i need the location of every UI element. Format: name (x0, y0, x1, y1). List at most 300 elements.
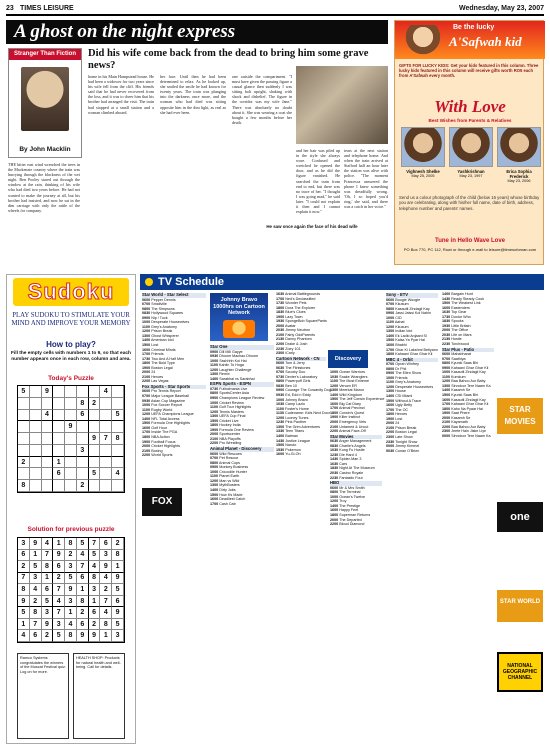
sudoku-cell: 7 (18, 573, 30, 585)
kid-card (497, 127, 541, 185)
program-title: Football Focus (151, 439, 176, 444)
program-title: Grey's Anatomy (395, 380, 421, 385)
ad-subtitle: Best Wishes from Parents & Relatives (428, 118, 512, 123)
program-title: Crocodile Hunter (219, 469, 247, 474)
schedule-time: 1900 (142, 439, 151, 444)
schedule-time: 1200 (386, 384, 395, 389)
schedule-time: 1400 (330, 392, 339, 397)
schedule-time: 1300 (210, 483, 219, 488)
schedule-time: 0800 (330, 490, 339, 495)
issue-date: Wednesday, May 23, 2007 (459, 5, 544, 12)
solution-grid (17, 537, 125, 643)
program-title: Pet Rescue (219, 456, 239, 461)
program-title: Venom ER (339, 383, 357, 388)
tv-column-6 (442, 292, 494, 744)
sudoku-cell (65, 433, 77, 445)
sudoku-cell (89, 410, 101, 422)
schedule-time: 1600 (442, 397, 451, 402)
program-title: Pro Tennis Report (151, 389, 181, 394)
schedule-time: 2200 (210, 441, 219, 446)
sudoku-cell: 9 (77, 630, 89, 642)
sudoku-cell (53, 445, 65, 457)
schedule-time: 1400 (142, 416, 151, 421)
kid-date: May 23, 2006 (507, 179, 531, 183)
sudoku-cell: 8 (42, 561, 54, 573)
schedule-time: 2000 (442, 328, 451, 333)
ad-address: PO Box 770, PC 112, Ruwi or through e-mail to leisure@timesofoman.com (403, 247, 537, 252)
program-title: The Most Extreme (338, 379, 370, 384)
program-title: NBA Action (151, 434, 170, 439)
sudoku-logo: Sudoku (13, 278, 129, 306)
program-title: Baa Bahoo Aur Baby (451, 379, 486, 384)
sudoku-cell: 1 (65, 607, 77, 619)
program-title: Danny Phantom (285, 337, 312, 342)
sudoku-cell: 8 (30, 607, 42, 619)
column-label: Stranger Than Fiction (9, 49, 81, 60)
program-title: Kahaani Ghar Ghar Kii (395, 352, 433, 357)
program-title: Golf Hour (151, 425, 168, 430)
sudoku-sponsor-ad: Ramco Systems congratulates the winners of the Muscat Festival quiz. Log on for more. (17, 653, 69, 739)
sudoku-cell (42, 468, 54, 480)
schedule-time: 1230 (276, 420, 285, 425)
sudoku-cell (112, 480, 124, 492)
section-title: TIMES LEISURE (20, 5, 74, 12)
kid-photo (449, 127, 493, 167)
program-title: The Grim Adventures (285, 424, 321, 429)
program-title: Inside The PGA (151, 430, 178, 435)
program-title: Ed, Edd n Eddy (285, 393, 311, 398)
sudoku-cell: 3 (65, 561, 77, 573)
program-title: Cash Cab (219, 501, 236, 506)
columnist-photo (21, 67, 69, 131)
program-title: Casino Royale (339, 471, 364, 476)
program-title: Boston Legal (395, 430, 417, 435)
program-title: Meerkat Manor (339, 388, 365, 393)
schedule-time: 1200 (442, 379, 451, 384)
program-title: Kasautii Zindagii Kay (395, 306, 430, 311)
schedule-time: 1230 (330, 452, 339, 457)
sudoku-cell: 9 (65, 421, 77, 433)
schedule-time: 2100 (142, 374, 151, 379)
schedule-time: 1100 (386, 380, 394, 385)
program-title: SpongeBob SquarePants (285, 319, 327, 324)
schedule-time: 0600 (276, 361, 285, 366)
tv-column-1 (142, 292, 206, 744)
schedule-time: 1600 (276, 452, 285, 457)
sudoku-cell (77, 457, 89, 469)
program-title: Saathiya (451, 356, 466, 361)
schedule-time: 2200 (442, 424, 451, 429)
kid-photo (401, 127, 445, 167)
sudoku-cell (89, 421, 101, 433)
program-title: The Jeff Corwin Experience (339, 397, 385, 402)
program-title: Dhoom Machao Dhoom (219, 354, 259, 359)
program-title: Powerpuff Girls (285, 379, 311, 384)
schedule-time: 0730 (276, 374, 285, 379)
program-title: Drake & Josh (285, 342, 308, 347)
schedule-time: 1400 (276, 433, 285, 438)
program-title: House (395, 389, 406, 394)
program-title: Kung Fu Hustle (339, 448, 365, 453)
program-title: Ssshhhh Koi Hai (219, 358, 247, 363)
schedule-time: 1630 (276, 292, 285, 296)
program-title: MythBusters (219, 483, 240, 488)
kid-name: Erica Sophia Frederick (506, 169, 532, 179)
sudoku-cell: 5 (18, 386, 30, 398)
program-title: Blue's Clues (285, 310, 306, 315)
schedule-time: 1100 (276, 406, 284, 411)
sudoku-cell: 5 (112, 619, 124, 631)
schedule-time: 1900 (142, 365, 151, 370)
program-title: Lazy Town (285, 314, 303, 319)
program-title: Naruto (285, 443, 297, 448)
sudoku-cell (18, 410, 30, 422)
program-title: Prison Break (151, 329, 173, 334)
schedule-time: 1100 (210, 363, 218, 368)
schedule-time: 1430 (330, 457, 339, 462)
schedule-time: 2000 (276, 323, 285, 328)
schedule-time: 2300 (386, 434, 395, 439)
sudoku-cell (30, 480, 42, 492)
program-title: Boxing (151, 448, 163, 453)
program-title: Pepper Dennis (151, 297, 176, 302)
schedule-time: 2130 (442, 337, 451, 342)
program-title: Corwin's Quest (339, 410, 365, 415)
sudoku-cell: 9 (112, 607, 124, 619)
article-column-2: home in his Main Hampstead house. He had been a widower for two years since his wife fell from the cliff. His friends said that he had never recovered from the loss, and it was to cheer him that his brother had arranged the visit. The train had stopped at a small station and a woman climbed aboard. (88, 74, 154, 115)
sudoku-cell: 4 (100, 607, 112, 619)
program-title: Monkey Business (219, 465, 249, 470)
sudoku-cell: 4 (65, 619, 77, 631)
sudoku-cell (89, 457, 101, 469)
program-title: Kahaani Ghar Ghar Kii (451, 402, 489, 407)
schedule-time: 1800 (442, 406, 451, 411)
schedule-time: 2100 (386, 425, 395, 430)
sudoku-cell: 9 (42, 619, 54, 631)
ad-tune-in: Tune in Hello Wave Love (434, 238, 505, 244)
schedule-time: 0900 (210, 349, 219, 354)
schedule-time: 1500 (210, 418, 219, 423)
program-title: Mr & Mrs Smith (339, 485, 365, 490)
program-title: Bargain Hunt (451, 292, 473, 296)
schedule-time: 1830 (330, 466, 339, 471)
tv-schedule-title: TV Schedule (158, 276, 225, 288)
schedule-time: 1000 (386, 315, 395, 320)
program-title: The Weakest Link (451, 301, 481, 306)
schedule-time: 1030 (330, 448, 339, 453)
sudoku-cell: 8 (100, 619, 112, 631)
schedule-time: 1300 (210, 414, 219, 419)
program-title: Friends (151, 352, 164, 357)
promo-title: Johnny Bravo (220, 297, 258, 303)
sudoku-cell (42, 421, 54, 433)
sudoku-cell: 4 (42, 410, 54, 422)
schedule-time: 1400 (142, 338, 151, 343)
program-title: Ghar Ki Lakshmi Betiyann (395, 347, 438, 352)
schedule-time: 1930 (442, 323, 451, 328)
program-title: Zoey 101 (285, 346, 301, 351)
schedule-time: 1300 (386, 389, 395, 394)
schedule-time: 1500 (210, 492, 219, 497)
program-title: The Bold Type (151, 361, 175, 366)
channel-heading: Star One (210, 345, 274, 350)
sudoku-cell: 2 (30, 596, 42, 608)
schedule-time: 1700 (386, 347, 395, 352)
sudoku-cell (30, 386, 42, 398)
article-deck: Did his wife come back from the dead to bring him some grave news? (88, 48, 369, 71)
channel-heading: Fox Sports - Star Sports (142, 385, 206, 390)
schedule-time: 0600 (142, 297, 151, 302)
program-title: Die Hard 4 (339, 452, 357, 457)
program-title: Tonight Show (395, 439, 418, 444)
sudoku-cell: 5 (89, 550, 101, 562)
program-title: Kaisa Ya Pyar Hai (395, 338, 425, 343)
program-title: Formula One Review (219, 427, 254, 432)
kid-date: May 23, 1997 (459, 174, 483, 178)
sudoku-cell: 1 (77, 584, 89, 596)
program-title: Tom & Jerry (285, 361, 305, 366)
sudoku-cell (89, 480, 101, 492)
schedule-time: 0700 (142, 302, 151, 307)
schedule-time: 2030 (442, 332, 451, 337)
sudoku-cell: 5 (18, 607, 30, 619)
program-title: Kyunki Saas Bhi (451, 361, 479, 366)
sudoku-cell: 7 (53, 584, 65, 596)
sudoku-cell: 4 (112, 468, 124, 480)
schedule-time: 1100 (142, 407, 150, 412)
schedule-time: 0900 (210, 396, 219, 401)
program-title: Grey's Anatomy (151, 324, 177, 329)
program-title: Kasautii Zindagii Kay (451, 397, 486, 402)
kid-name: Vighnesh Shelke (406, 169, 440, 174)
schedule-time: 0700 (386, 302, 395, 307)
program-title: Torchwood (451, 342, 470, 347)
promo-subtitle: 1000hrs on Cartoon Network (213, 303, 265, 316)
program-title: Laughter Challenge (219, 367, 252, 372)
program-title: Kasautii Zindagii Kay (451, 370, 486, 375)
program-title: Hustle (451, 337, 462, 342)
sudoku-cell (42, 398, 54, 410)
program-title: Ocean's Twelve (339, 494, 366, 499)
program-title: Las Vegas (151, 379, 169, 384)
program-title: Anger Management (339, 439, 372, 444)
schedule-time: 1200 (210, 367, 219, 372)
schedule-time: 2230 (442, 342, 451, 347)
program-title: Animal Battlegrounds (285, 292, 321, 296)
sudoku-cell: 9 (30, 538, 42, 550)
schedule-time: 1700 (386, 407, 395, 412)
program-title: Wild Rescues (219, 451, 242, 456)
kid-name: Yashkrishnan (457, 169, 485, 174)
program-title: Pro Wrestling (219, 441, 242, 446)
sudoku-cell: 7 (30, 619, 42, 631)
schedule-time: 1300 (210, 372, 219, 377)
schedule-time: 0800 (142, 306, 151, 311)
article-column-3: her face. Until then he had been determined to relax. As he looked up, she smiled the smile he had known for twenty years. The train was plunging into the darkness once more, and the woman who had died was sitting opposite him in the dim light, as real as she had ever been. (160, 74, 226, 115)
program-title: Conan O'Brien (395, 448, 420, 453)
sudoku-cell: 8 (18, 584, 30, 596)
schedule-time: 1000 (330, 370, 339, 374)
sudoku-cell (53, 410, 65, 422)
schedule-time: 1630 (442, 310, 451, 315)
schedule-time: 0030 (386, 448, 395, 453)
schedule-time: 1400 (210, 376, 219, 381)
schedule-row (330, 429, 382, 434)
sudoku-cell: 6 (112, 596, 124, 608)
schedule-time: 2000 (142, 444, 151, 449)
sudoku-cell: 2 (112, 538, 124, 550)
article-photo (296, 66, 388, 144)
sudoku-cell: 8 (77, 596, 89, 608)
tv-column-5 (386, 292, 438, 744)
channel-heading: Cartoon Network - CN (276, 357, 326, 362)
program-title: Remix (219, 372, 230, 377)
program-title: Pokemon (285, 447, 301, 452)
channel-heading: HBO (330, 481, 382, 486)
program-title: Kyunki Saas Bhi (451, 393, 479, 398)
schedule-time: 1100 (330, 379, 338, 384)
sudoku-cell (77, 468, 89, 480)
ad-gift-text: GIFTS FOR LUCKY KIDS: Get your kids featured in this column. Three lucky kids featured in this column will receive gifts worth RO5 each from A'Safwah every month. (399, 63, 539, 79)
schedule-time: 0700 (210, 456, 219, 461)
schedule-time: 1730 (142, 356, 151, 361)
schedule-time: 1500 (142, 421, 151, 426)
sudoku-cell: 4 (18, 630, 30, 642)
sudoku-cell (30, 457, 42, 469)
schedule-time: 1800 (386, 412, 395, 417)
sudoku-cell: 8 (112, 550, 124, 562)
program-title: Jimmy Neutron (285, 328, 311, 333)
sudoku-tagline: PLAY SUDOKU TO STIMULATE YOUR MIND AND IMPROVE YOUR MEMORY (11, 312, 131, 327)
schedule-time: 1730 (442, 314, 451, 319)
schedule-row (142, 453, 206, 458)
sudoku-panel (6, 274, 136, 744)
program-title: Jassi Jaissi Koi Nahin (395, 311, 431, 316)
sudoku-cell: 2 (89, 619, 101, 631)
schedule-time: 0000 (386, 444, 395, 449)
program-title: Dr Phil (395, 366, 407, 371)
program-title: Planet Earth (219, 474, 240, 479)
program-title: Animal Cops (219, 460, 240, 465)
sudoku-cell (18, 398, 30, 410)
schedule-time: 1500 (142, 343, 151, 348)
schedule-time: 1800 (142, 361, 151, 366)
schedule-time: 0700 (276, 370, 285, 375)
sudoku-cell: 7 (53, 607, 65, 619)
schedule-time: 0730 (210, 386, 219, 391)
sudoku-cell (30, 445, 42, 457)
sudoku-cell (42, 457, 54, 469)
tv-column-3 (276, 292, 331, 744)
schedule-time: 1700 (142, 430, 151, 435)
schedule-time: 0600 (142, 389, 151, 394)
schedule-time: 1900 (442, 411, 451, 416)
sudoku-cell (65, 480, 77, 492)
discovery-logo: Discovery (328, 350, 368, 368)
sudoku-cell: 3 (18, 538, 30, 550)
program-title: Kkusum (395, 324, 409, 329)
schedule-time: 1500 (276, 443, 285, 448)
sudoku-cell: 9 (42, 386, 54, 398)
schedule-time: 1200 (330, 383, 339, 388)
schedule-time: 0800 (210, 460, 219, 465)
schedule-time: 0600 (210, 451, 219, 456)
promo-image (223, 320, 255, 338)
sudoku-cell: 4 (77, 550, 89, 562)
schedule-time: 2030 (330, 471, 339, 476)
program-title: Teen Titans (285, 429, 305, 434)
sudoku-cell: 3 (100, 550, 112, 562)
schedule-time: 1100 (210, 405, 218, 410)
schedule-time: 0930 (210, 354, 219, 359)
sudoku-cell: 6 (77, 573, 89, 585)
sudoku-cell: 8 (89, 573, 101, 585)
program-title: Cricket Highlights (151, 444, 180, 449)
program-title: Kasamh Se (451, 415, 471, 420)
sudoku-cell (100, 480, 112, 492)
program-title: Batman (285, 433, 298, 438)
sudoku-cell: 4 (30, 584, 42, 596)
schedule-time: 0600 (442, 352, 451, 357)
article-column-5: and her hair was piled up in the style she always wore. Confused and wretched he opened the door, and as he did the figure vanished. He searched the train from end to end, but there was no trace of her. "I thought I was going mad," he said later. "I could not explain it then and I cannot explain it now." (296, 148, 340, 215)
star-movies-logo: STAR MOVIES (497, 398, 543, 434)
schedule-row (386, 449, 438, 454)
schedule-time: 1400 (386, 394, 395, 399)
schedule-time: 1500 (442, 301, 451, 306)
schedule-time: 1400 (210, 487, 219, 492)
program-title: Futbolmania Live (219, 386, 248, 391)
sudoku-cell: 3 (77, 445, 89, 457)
schedule-time: 2200 (386, 430, 395, 435)
program-title: Spider-Man 3 (339, 457, 362, 462)
kid-card (449, 127, 493, 185)
sudoku-cell: 6 (100, 538, 112, 550)
schedule-time: 2230 (330, 475, 339, 480)
sudoku-cell: 5 (53, 630, 65, 642)
sudoku-cell: 5 (89, 468, 101, 480)
sudoku-cell (30, 468, 42, 480)
program-title: Desperate Housewives (395, 384, 434, 389)
program-title: The Prestige (339, 503, 361, 508)
article-headline: A ghost on the night express (6, 20, 388, 44)
sudoku-cell (53, 386, 65, 398)
schedule-time: 1600 (210, 497, 219, 502)
program-title: Champions League Review (219, 396, 265, 401)
sudoku-cell (100, 457, 112, 469)
sudoku-cell: 1 (100, 630, 112, 642)
program-title: American Idol (151, 338, 174, 343)
page-number: 23 (6, 5, 14, 12)
ad-kid-image (401, 25, 445, 55)
schedule-time: 1200 (210, 478, 219, 483)
program-title: Sinndoor Tere Naam Ka (451, 433, 491, 438)
schedule-row (386, 352, 438, 357)
schedule-time: 1500 (442, 393, 451, 398)
schedule-time: 1000 (330, 494, 339, 499)
sudoku-cell (77, 421, 89, 433)
schedule-time: 1600 (386, 403, 395, 408)
program-title: Camp Lazlo (285, 402, 305, 407)
schedule-time: 2230 (276, 346, 285, 351)
schedule-time: 1900 (330, 415, 339, 420)
schedule-time: 2200 (276, 342, 285, 347)
program-title: Superman Returns (339, 512, 371, 517)
program-title: Animal Face-Off (339, 429, 366, 434)
sudoku-cell: 5 (42, 596, 54, 608)
program-title: Major League Baseball (151, 394, 189, 399)
article-column-1: THE bitter east wind wrenched the trees in the Mackenzie country where the train was hurrying through the blackness of the wet night. Ben Pooley stared out through the window at the rain, thinking of his wife who had died two years before. He had not wanted to make the journey at all, but his brother had insisted, and now he sat in the dim carriage with only the rattle of the wheels for company. (8, 162, 80, 213)
schedule-time: 1100 (442, 374, 450, 379)
